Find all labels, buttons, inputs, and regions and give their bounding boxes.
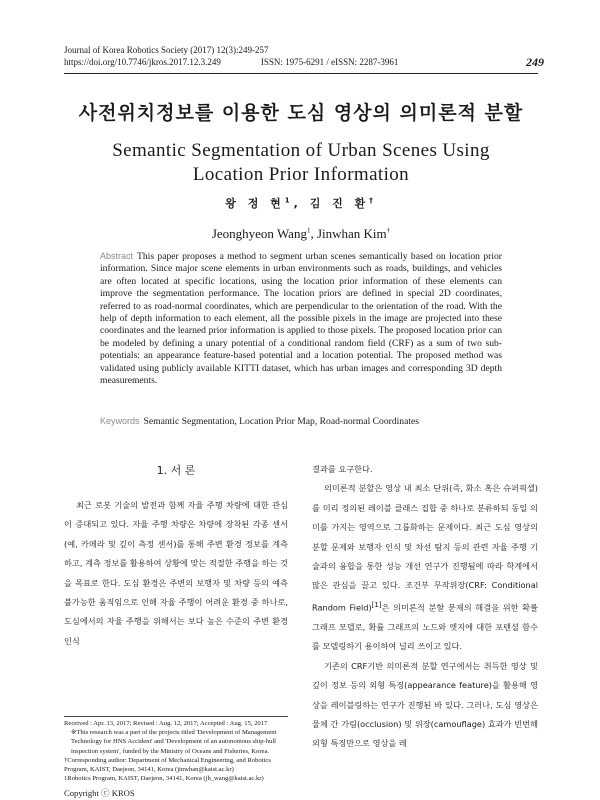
- author2-ko: 김 진 환: [309, 197, 370, 210]
- keywords: [100, 416, 520, 427]
- header-rule: [64, 73, 538, 74]
- section-title: 1. 서 론: [156, 464, 196, 477]
- right-column: [312, 460, 538, 754]
- copyright: Copyright ⓒ KROS: [64, 788, 135, 798]
- author2-en: Jinwhan Kim: [316, 226, 387, 241]
- continued-text: 결과를 요구한다.: [312, 464, 373, 474]
- authors-korean: [64, 195, 538, 211]
- author1-en: Jeonghyeon Wang: [211, 226, 307, 241]
- abstract-text: This paper proposes a method to segment urban scenes semantically based on location prior information. Since major scene elements in urban environments such as roads, buildings, and vehicles are often located at specific locations, using the location prior information of these elements can improve the segmentation performance. The location priors are defined in special 2D coordinates, referred to as road-normal coordinates, which are perpendicular to the orientation of the road. With the help of depth information to each element, all the possible pixels in the image are projected into these coordinates and the learned prior information is applied to those pixels. The proposed location prior can be modeled by defining a unary potential of a conditional random field (CRF) as a sum of two sub-potentials: an appearance feature-based potential and a location potential. The proposed method was validated using publicly available KITTI dataset, which has urban images and corresponding 3D depth measurements.: [100, 251, 502, 387]
- journal-header: [64, 44, 544, 68]
- title-english: Semantic Segmentation of Urban Scenes Using Location Prior Information: [112, 140, 490, 185]
- footnote-project: ※This research was a part of the projects titled 'Development of Management Technology for HNS Accident' and 'Development of an autonomous ship-hull inspection system', funded by the Ministry of Oceans and Fisheries, Korea.: [71, 729, 277, 755]
- title-korean: 사전위치정보를 이용한 도심 영상의 의미론적 분할: [78, 102, 524, 124]
- authors-english: [64, 226, 538, 242]
- author-separator: ,: [293, 197, 310, 210]
- footnote-author1: 1Robotics Program, KAIST, Daejeon, 34141, Korea (jh_wang@kaist.ac.kr): [64, 775, 264, 783]
- author1-en-sup: 1: [306, 226, 311, 235]
- reference-1[interactable]: [1]: [371, 600, 382, 609]
- footnote-received: Received : Apr. 13, 2017; Revised : Aug. 12, 2017; Accepted : Aug. 15, 2017: [64, 720, 268, 727]
- author2-en-sup: †: [386, 226, 391, 235]
- author1-ko: 왕 정 현: [225, 197, 285, 210]
- footnote-rule: [64, 716, 288, 717]
- intro-paragraph: 최근 로봇 기술의 발전과 함께 자율 주행 차량에 대한 관심이 증대되고 있다. 자율 주행 차량은 차량에 장착된 각종 센서(예, 카메라 및 깊이 측정 센서)를 통해 주변 환경 정보를 계측하고, 계측 정보를 활용하여 상황에 맞는 적절한 주행을 하는 것을 목표로 한다. 도심 환경은 주변의 보행자 및 차량 등의 예측 불가능한 움직임으로 인해 자율 주행이 어려운 환경 중 하나로, 도심에서의 자율 주행을 위해서는 보다 높은 수준의 주변 환경 인식: [64, 500, 288, 646]
- page-number: 249: [526, 55, 544, 69]
- doi-link[interactable]: https://doi.org/10.7746/jkros.2017.12.3.249: [64, 57, 221, 67]
- crf-paragraph-head: 의미론적 분할은 영상 내 최소 단위(즉, 화소 혹은 슈퍼픽셀)를 미리 정의된 레이블 클래스 집합 중 하나로 분류하되 동일 의미를 가지는 영역으로 그룹화하는 문제이다. 최근 도심 영상의 분할 문제와 보행자 인식 및 차선 탐지 등의 관련 자율 주행 기술과의 융합을 통한 성능 개선 연구가 진행됨에 따라 학계에서 많은 관심을 끌고 있다. 조건부 무작위장(CRF: Conditional Random Field): [312, 483, 538, 613]
- abstract-label: Abstract: [100, 251, 134, 261]
- left-column: [64, 496, 288, 651]
- footnote-corresponding: †Corresponding author: Department of Mechanical Engineering, and Robotics Program, KAIST, Daejeon, 34141, Korea (jinwhan@kaist.ac.kr): [64, 756, 271, 774]
- crf-paragraph-tail: 은 의미론적 분할 문제의 해결을 위한 확률 그래프 모델로, 확률 그래프의 노드와 엣지에 대한 포텐셜 함수를 모델링하기 용이하여 널리 쓰이고 있다.: [312, 602, 538, 652]
- keywords-label: Keywords: [100, 416, 140, 426]
- keywords-text: Semantic Segmentation, Location Prior Map, Road-normal Coordinates: [143, 416, 420, 427]
- author1-ko-sup: 1: [284, 196, 294, 205]
- footnotes: [64, 719, 290, 783]
- journal-citation: Journal of Korea Robotics Society (2017) 12(3):249-257: [64, 45, 269, 55]
- prior-work-paragraph: 기존의 CRF기반 의미론적 분할 연구에서는 취득한 영상 및 깊이 정보 등의 외형 특징(appearance feature)을 활용해 영상을 레이블링하는 연구가 진행된 바 있다. 그러나, 도심 영상은 물체 간 가림(occlusion) 및 위장(camouflage) 효과가 빈번해 외형 특징만으로 영상을 레: [312, 660, 538, 749]
- crf-paragraph: [312, 479, 538, 656]
- author2-ko-sup: †: [369, 196, 377, 205]
- abstract: [100, 250, 502, 387]
- author-separator-en: ,: [310, 226, 317, 241]
- issn: ISSN: 1975-6291 / eISSN: 2287-3961: [260, 57, 399, 67]
